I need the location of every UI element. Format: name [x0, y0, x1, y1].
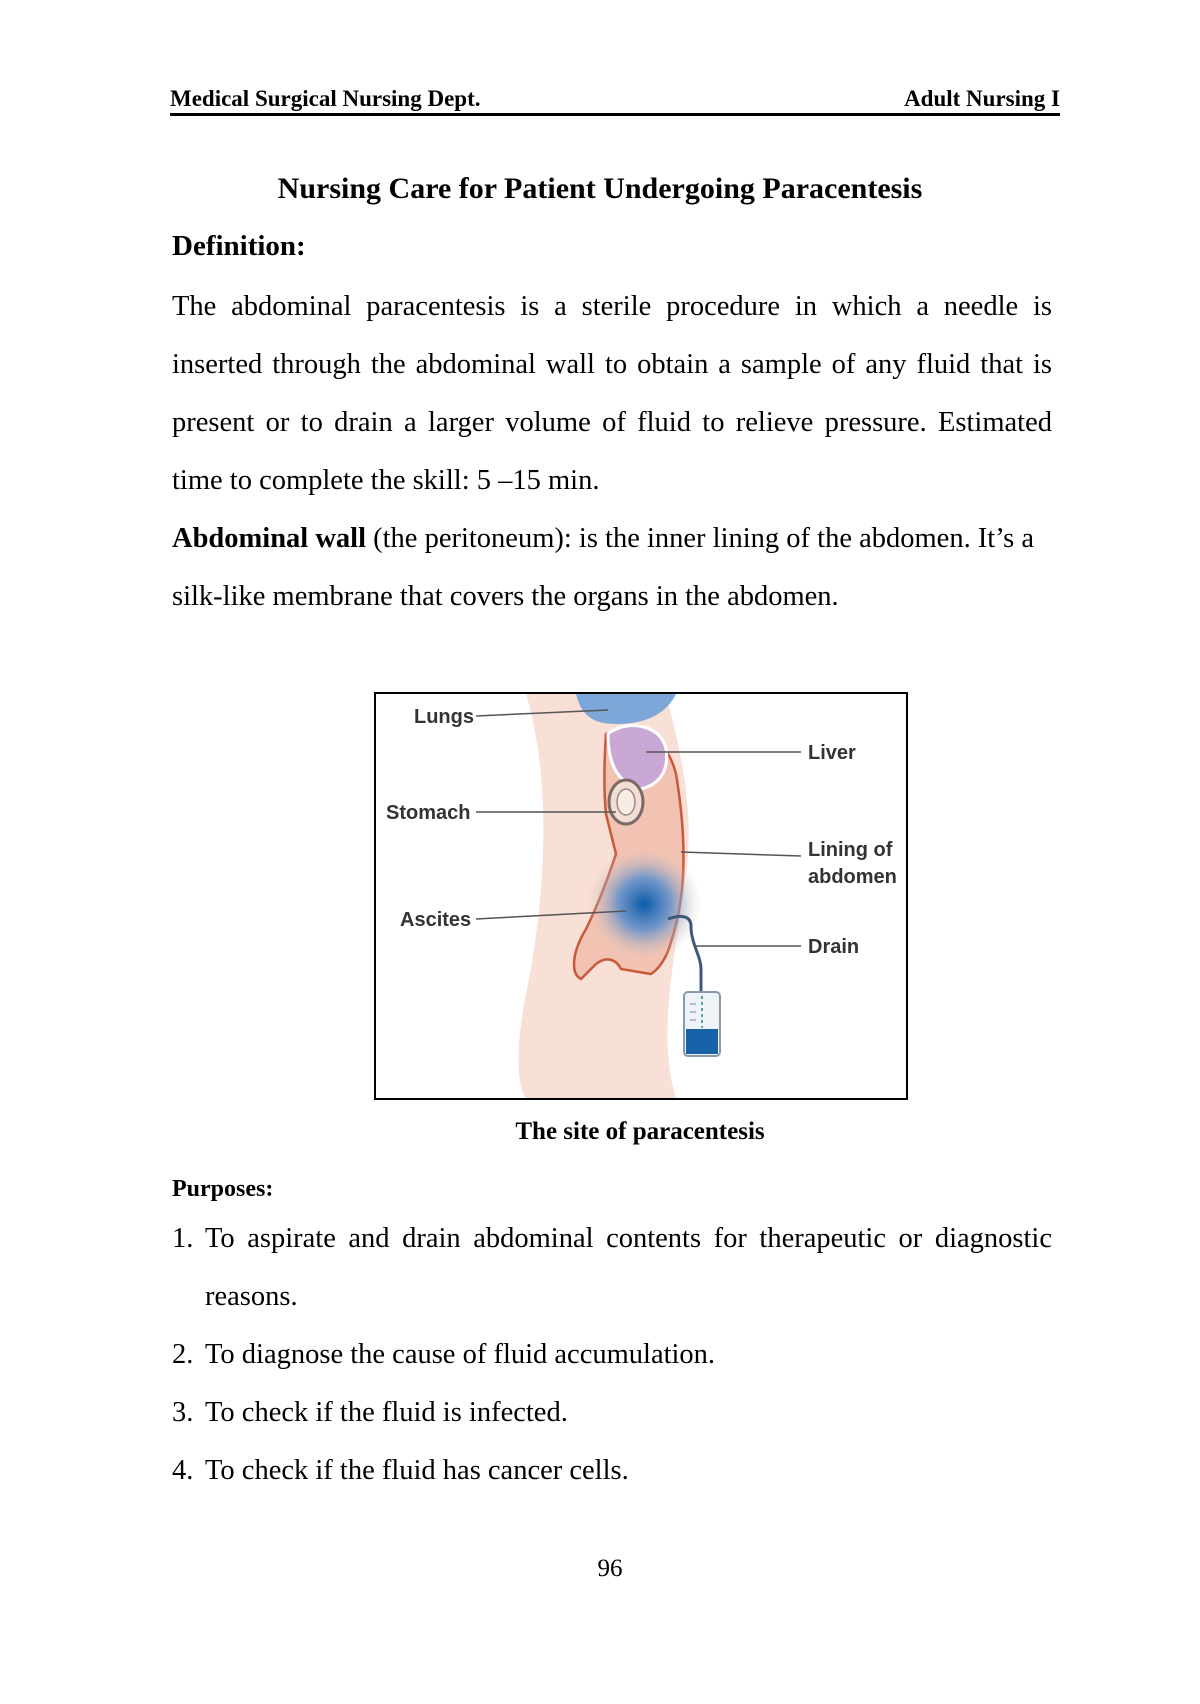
- label-lining-line2: abdomen: [808, 866, 897, 888]
- header-course: Adult Nursing I: [904, 86, 1060, 111]
- page-title: Nursing Care for Patient Undergoing Paracentesis: [277, 172, 923, 205]
- list-item-text: To diagnose the cause of fluid accumulation.: [205, 1339, 716, 1370]
- label-ascites: Ascites: [400, 909, 472, 931]
- list-item-number: 2.: [172, 1339, 194, 1370]
- label-drain: Drain: [808, 936, 860, 958]
- paracentesis-illustration: [376, 694, 906, 1098]
- abdominal-wall-term: Abdominal wall: [172, 523, 367, 554]
- label-lining-line1: Lining of: [808, 839, 893, 861]
- abdominal-wall-paragraph: [172, 510, 1052, 626]
- list-item-text: To check if the fluid is infected.: [205, 1397, 568, 1428]
- definition-text: The abdominal paracentesis is a sterile procedure in which a needle is inserted through the abdominal wall to obtain a sample of any fluid that is present or to drain a larger volume of fluid to relieve pressure. Estimated time to complete the skill: 5 –15 min.: [172, 291, 1052, 496]
- purposes-heading: Purposes:: [172, 1176, 274, 1202]
- label-stomach: Stomach: [386, 802, 471, 824]
- drainage-bag: [684, 992, 720, 1056]
- page-header: [170, 86, 1060, 116]
- list-item-number: 1.: [172, 1223, 194, 1254]
- header-department: Medical Surgical Nursing Dept.: [170, 86, 481, 111]
- list-item: [172, 1210, 1052, 1326]
- list-item-number: 3.: [172, 1397, 194, 1428]
- list-item: [172, 1326, 1052, 1384]
- abdominal-wall-text: (the peritoneum): is the inner lining of the abdomen. It’s a silk-like membrane that covers the organs in the abdomen.: [172, 523, 1035, 612]
- label-liver: Liver: [808, 742, 856, 764]
- list-item: [172, 1442, 1052, 1500]
- list-item-number: 4.: [172, 1455, 194, 1486]
- purposes-list: [172, 1210, 1052, 1500]
- page-number: 96: [597, 1555, 623, 1582]
- label-lungs: Lungs: [414, 706, 474, 728]
- list-item-text: To aspirate and drain abdominal contents for therapeutic or diagnostic reasons.: [205, 1223, 1052, 1312]
- definition-heading: Definition:: [172, 230, 306, 262]
- list-item-text: To check if the fluid has cancer cells.: [205, 1455, 629, 1486]
- ascites-fluid: [586, 846, 702, 962]
- list-item: [172, 1384, 1052, 1442]
- figure-caption: The site of paracentesis: [515, 1118, 765, 1145]
- paracentesis-figure: [374, 692, 908, 1100]
